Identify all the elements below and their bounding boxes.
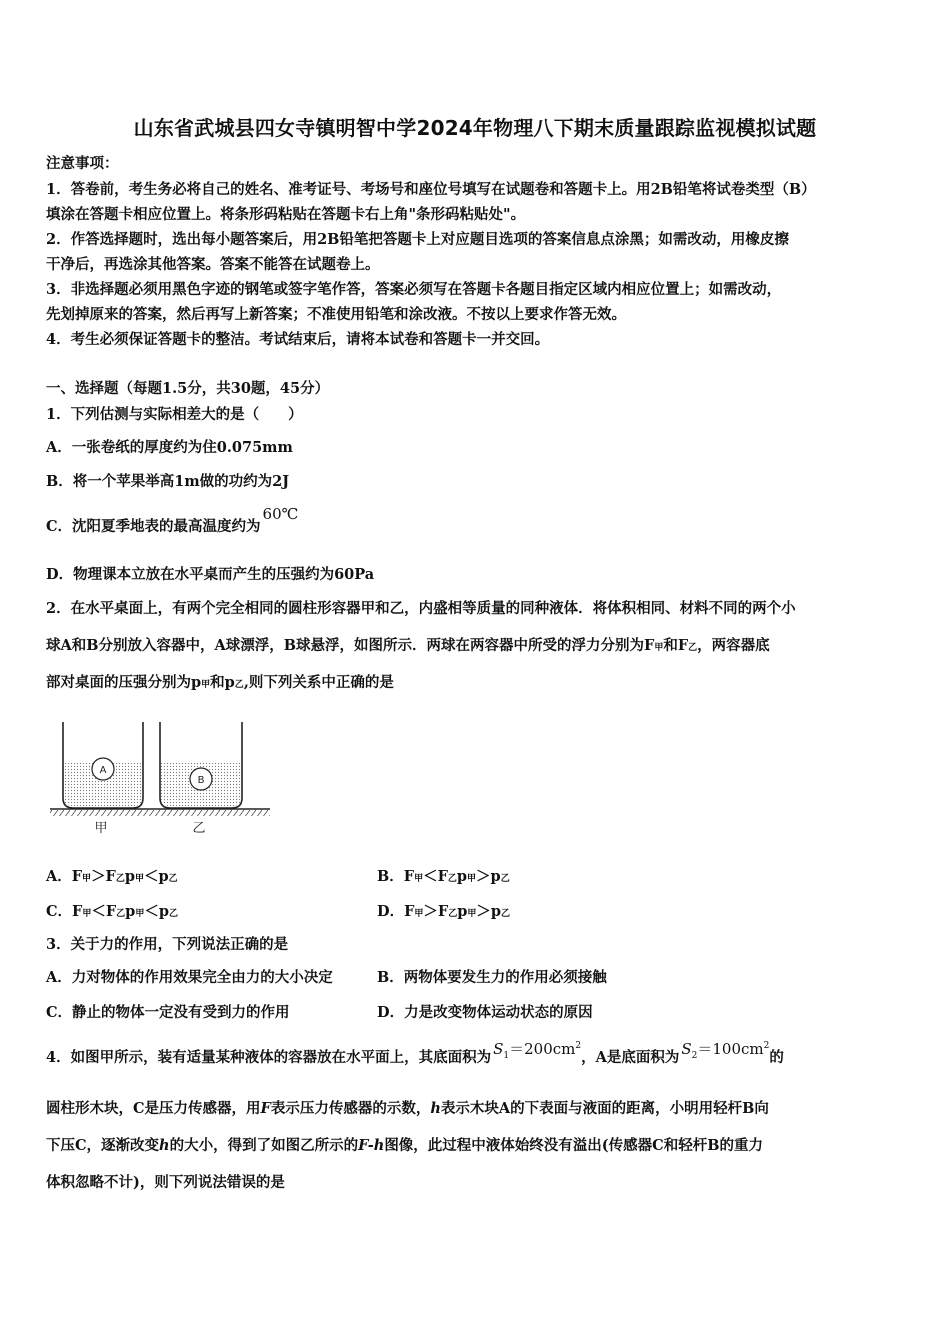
opt-text: p — [457, 903, 468, 920]
subscript: 甲 — [414, 874, 424, 884]
question-3-option-a: A．力对物体的作用效果完全由力的大小决定 — [46, 969, 333, 986]
opt-text: A．F — [46, 868, 83, 885]
subscript: 乙 — [500, 874, 510, 884]
question-4-line — [46, 1134, 763, 1155]
opt-text: ＜p — [144, 868, 169, 885]
opt-text: B．F — [377, 868, 415, 885]
area-s1: $S_1=200cm^2$ — [493, 1040, 582, 1061]
q4-text: ，A是底面积为 — [581, 1049, 680, 1066]
q4-var: F-h — [358, 1137, 385, 1154]
subscript: 乙 — [501, 909, 511, 919]
subscript: 甲 — [467, 909, 477, 919]
question-1-option-b: B．将一个苹果举高1m做的功约为2J — [46, 473, 290, 490]
subscript: 乙 — [448, 909, 458, 919]
question-1-option-a: A．一张卷纸的厚度约为住0.075mm — [46, 439, 293, 456]
q2-text: 球A和B分别放入容器中，A球漂浮，B球悬浮，如图所示．两球在两容器中所受的浮力分别为F — [46, 637, 655, 654]
question-1-option-d: D．物理课本立放在水平桌而产生的压强约为60Pa — [46, 566, 375, 583]
subscript: 乙 — [116, 909, 126, 919]
subscript: 乙 — [168, 874, 178, 884]
subscript: 甲 — [82, 909, 92, 919]
question-2-option-d — [377, 900, 510, 921]
q2-text: ，两容器底 — [697, 637, 770, 654]
subscript: 甲 — [201, 680, 211, 690]
q4-text: 圆柱形木块，C是压力传感器，用 — [46, 1100, 261, 1117]
notice-line: 3．非选择题必须用黑色字迹的钢笔或签字笔作答，答案必须写在答题卡各题目指定区域内相应位置上；如需改动， — [46, 281, 782, 298]
opt-text: D．F — [377, 903, 415, 920]
opt-text: ＞p — [476, 903, 501, 920]
subscript: 乙 — [168, 909, 178, 919]
subscript: 乙 — [688, 643, 698, 653]
q2-text: 和F — [663, 637, 689, 654]
subscript: 乙 — [115, 874, 125, 884]
question-3-stem: 3．关于力的作用，下列说法正确的是 — [46, 936, 289, 953]
q4-text: 图像，此过程中液体始终没有溢出(传感器C和轻杆B的重力 — [384, 1137, 763, 1154]
q2-text: 和p — [210, 674, 235, 691]
q4-var: h — [430, 1100, 441, 1117]
opt-text: ＞F — [423, 903, 449, 920]
question-2-option-b — [377, 865, 510, 886]
q4-text: 表示木块A的下表面与液面的距离，小明用轻杆B向 — [440, 1100, 769, 1117]
opt-text: ＞p — [476, 868, 501, 885]
question-3-option-c: C．静止的物体一定没有受到力的作用 — [46, 1004, 290, 1021]
temperature-value: 60℃ — [262, 505, 299, 523]
question-2-option-a — [46, 865, 178, 886]
question-3-option-d: D．力是改变物体运动状态的原因 — [377, 1004, 593, 1021]
section-heading: 一、选择题（每题1.5分，共30题，45分） — [46, 380, 330, 397]
q4-var: h — [159, 1137, 170, 1154]
question-4-line — [46, 1040, 784, 1069]
opt-text: ＜F — [423, 868, 448, 885]
question-2-line — [46, 671, 394, 692]
label-yi: 乙 — [192, 821, 206, 836]
subscript: 甲 — [82, 874, 92, 884]
question-2-line: 2．在水平桌面上，有两个完全相同的圆柱形容器甲和乙，内盛相等质量的同种液体．将体积相同、材料不同的两个小 — [46, 600, 796, 617]
opt-text: ＜p — [144, 903, 169, 920]
question-4-line: 体积忽略不计)，则下列说法错误的是 — [46, 1174, 285, 1191]
q4-text: 表示压力传感器的示数， — [270, 1100, 431, 1117]
opt-text: C．F — [46, 903, 83, 920]
subscript: 甲 — [654, 643, 664, 653]
label-jia: 甲 — [94, 821, 108, 836]
option-c-text: C．沈阳夏季地表的最高温度约为 — [46, 518, 261, 535]
subscript: 乙 — [447, 874, 457, 884]
question-1-stem: 1．下列估测与实际相差大的是（ ） — [46, 406, 303, 423]
subscript: 甲 — [135, 909, 145, 919]
ball-b-label: B — [197, 775, 205, 786]
notice-line: 2．作答选择题时，选出每小题答案后，用2B铅笔把答题卡上对应题目选项的答案信息点涂黑；如需改动，用橡皮擦 — [46, 231, 789, 248]
subscript: 乙 — [234, 680, 244, 690]
subscript: 甲 — [135, 874, 145, 884]
containers-figure — [46, 714, 276, 838]
opt-text: ＜F — [91, 903, 117, 920]
question-4-line — [46, 1097, 769, 1118]
opt-text: ＞F — [91, 868, 116, 885]
opt-text: p — [456, 868, 468, 885]
notice-line: 先划掉原来的答案，然后再写上新答案；不准使用铅笔和涂改液。不按以上要求作答无效。 — [46, 306, 626, 323]
q4-text: 的大小，得到了如图乙所示的 — [169, 1137, 359, 1154]
question-2-option-c — [46, 900, 178, 921]
subscript: 甲 — [414, 909, 424, 919]
q4-text: 4．如图甲所示，装有适量某种液体的容器放在水平面上，其底面积为 — [46, 1049, 492, 1066]
opt-text: p — [125, 903, 136, 920]
area-s2: $S_2=100cm^2$ — [681, 1040, 770, 1061]
question-1-option-c — [46, 505, 299, 536]
question-2-line — [46, 634, 770, 655]
q2-text: 部对桌面的压强分别为p — [46, 674, 202, 691]
q4-var: F — [260, 1100, 271, 1117]
notice-line: 1．答卷前，考生务必将自己的姓名、准考证号、考场号和座位号填写在试题卷和答题卡上。用2B铅笔将试卷类型（B） — [46, 181, 816, 198]
q2-text: ,则下列关系中正确的是 — [243, 674, 394, 691]
subscript: 甲 — [467, 874, 477, 884]
notice-line: 4．考生必须保证答题卡的整洁。考试结束后，请将本试卷和答题卡一并交回。 — [46, 331, 550, 348]
notice-heading: 注意事项： — [46, 155, 119, 172]
q4-text: 的 — [769, 1049, 784, 1066]
question-3-option-b: B．两物体要发生力的作用必须接触 — [377, 969, 607, 986]
notice-line: 干净后，再选涂其他答案。答案不能答在试题卷上。 — [46, 256, 380, 273]
ball-a-label: A — [99, 765, 107, 776]
opt-text: p — [124, 868, 136, 885]
page-title: 山东省武城县四女寺镇明智中学2024年物理八下期末质量跟踪监视模拟试题 — [133, 116, 817, 140]
q4-text: 下压C，逐渐改变 — [46, 1137, 160, 1154]
notice-line: 填涂在答题卡相应位置上。将条形码粘贴在答题卡右上角"条形码粘贴处"。 — [46, 206, 526, 223]
